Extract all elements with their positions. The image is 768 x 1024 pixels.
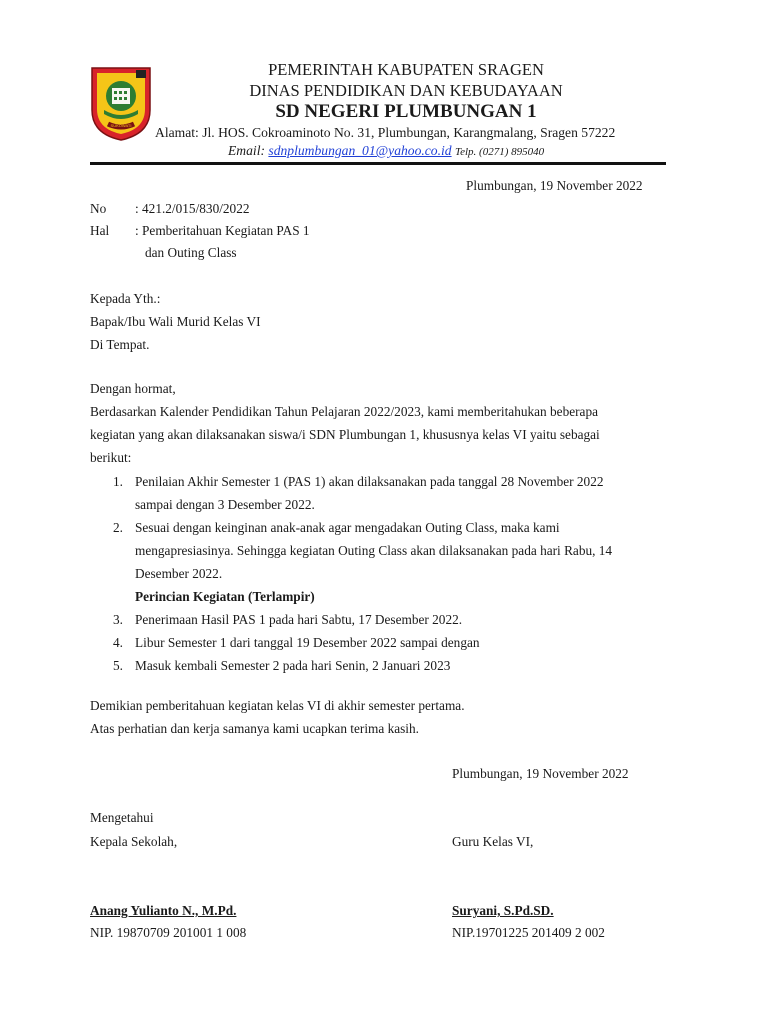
principal-name: Anang Yulianto N., M.Pd.: [90, 903, 237, 918]
list-item-number: 4.: [113, 635, 123, 650]
address-line: [155, 125, 615, 141]
list-item-text: sampai dengan 3 Desember 2022.: [135, 497, 315, 512]
contact-line: [228, 143, 544, 159]
teacher-title: Guru Kelas VI,: [452, 834, 534, 849]
teacher-name: Suryani, S.Pd.SD.: [452, 903, 554, 918]
activity-details-heading: Perincian Kegiatan (Terlampir): [135, 589, 315, 604]
regency-crest-logo: [90, 66, 152, 142]
recipient-salutation: Kepada Yth.:: [90, 291, 161, 306]
closing-line-2: Atas perhatian dan kerja samanya kami ucapkan terima kasih.: [90, 721, 419, 736]
address-label: Alamat:: [155, 125, 199, 140]
list-item-number: 1.: [113, 474, 123, 489]
list-item-text: Masuk kembali Semester 2 pada hari Senin, 2 Januari 2023: [135, 658, 451, 673]
list-item-text: Penerimaan Hasil PAS 1 pada hari Sabtu, 17 Desember 2022.: [135, 612, 463, 627]
dept-heading: DINAS PENDIDIKAN DAN KEBUDAYAAN: [249, 81, 563, 100]
signature-date: Plumbungan, 19 November 2022: [452, 766, 629, 781]
list-item-text: Penilaian Akhir Semester 1 (PAS 1) akan dilaksanakan pada tanggal 28 November 2022: [135, 474, 604, 489]
email-label: Email:: [228, 143, 265, 158]
teacher-nip: NIP.19701225 201409 2 002: [452, 925, 605, 940]
intro-line-1: Berdasarkan Kalender Pendidikan Tahun Pelajaran 2022/2023, kami memberitahukan beberapa: [90, 404, 598, 419]
list-item: [113, 470, 673, 516]
list-item-text: mengapresiasinya. Sehingga kegiatan Outing Class akan dilaksanakan pada hari Rabu, 14: [135, 543, 613, 558]
address-text: Jl. HOS. Cokroaminoto No. 31, Plumbungan, Karangmalang, Sragen 57222: [202, 125, 616, 140]
list-item-number: 5.: [113, 658, 123, 673]
closing-line-1: Demikian pemberitahuan kegiatan kelas VI di akhir semester pertama.: [90, 698, 465, 713]
govt-heading: PEMERINTAH KABUPATEN SRAGEN: [268, 60, 544, 79]
letter-date: Plumbungan, 19 November 2022: [466, 178, 643, 193]
list-item: [113, 608, 673, 631]
list-subheading: [113, 585, 673, 608]
no-value: : 421.2/015/830/2022: [135, 201, 250, 216]
list-item-text: Desember 2022.: [135, 566, 223, 581]
acknowledgement-label: Mengetahui: [90, 810, 154, 825]
recipient-place: Di Tempat.: [90, 337, 150, 352]
intro-line-3: berikut:: [90, 450, 132, 465]
greeting: Dengan hormat,: [90, 381, 176, 396]
list-item-text: Sesuai dengan keinginan anak-anak agar mengadakan Outing Class, maka kami: [135, 520, 560, 535]
principal-title: Kepala Sekolah,: [90, 834, 178, 849]
list-item-text: Libur Semester 1 dari tanggal 19 Desember 2022 sampai dengan: [135, 635, 480, 650]
list-item: [113, 654, 673, 677]
principal-nip: NIP. 19870709 201001 1 008: [90, 925, 247, 940]
hal-label: Hal: [90, 223, 110, 238]
no-label: No: [90, 201, 107, 216]
hal-value-cont: dan Outing Class: [145, 245, 237, 260]
phone-number: Telp. (0271) 895040: [454, 146, 545, 158]
list-item: [113, 516, 673, 585]
activity-list: [113, 470, 673, 677]
list-item-number: 3.: [113, 612, 123, 627]
recipient-name: Bapak/Ibu Wali Murid Kelas VI: [90, 314, 261, 329]
letterhead-divider: [90, 162, 666, 165]
list-item-number: 2.: [113, 520, 123, 535]
hal-value: : Pemberitahuan Kegiatan PAS 1: [135, 223, 310, 238]
intro-line-2: kegiatan yang akan dilaksanakan siswa/i SDN Plumbungan 1, khususnya kelas VI yaitu sebagai: [90, 427, 600, 442]
school-name: SD NEGERI PLUMBUNGAN 1: [275, 101, 537, 122]
logo-banner-text: SUKOWATI: [110, 123, 132, 128]
list-item: [113, 631, 673, 654]
email-link[interactable]: sdnplumbungan_01@yahoo.co.id: [268, 143, 452, 158]
